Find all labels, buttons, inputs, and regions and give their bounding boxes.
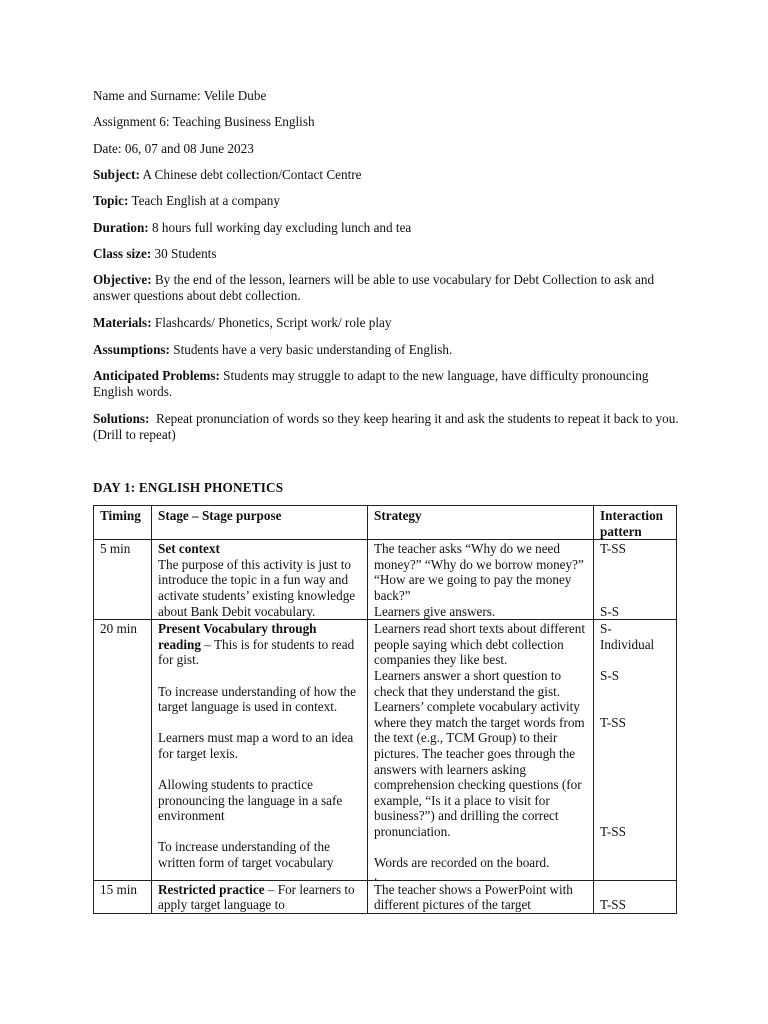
assumptions-label: Assumptions: <box>93 342 170 357</box>
col-header-stage: Stage – Stage purpose <box>152 506 368 540</box>
subject-label: Subject: <box>93 167 140 182</box>
problems-label: Anticipated Problems: <box>93 368 220 383</box>
row3-strategy <box>368 880 594 913</box>
table-row <box>94 620 677 881</box>
row2-stage-4: Allowing students to practice pronouncing the language in a safe environment <box>158 777 343 824</box>
row2-inter-1: S- Individual <box>600 621 655 652</box>
row2-strategy <box>368 620 594 881</box>
row1-strategy <box>368 540 594 620</box>
materials-label: Materials: <box>93 315 152 330</box>
topic-field <box>93 193 683 209</box>
row2-stage-2: To increase understanding of how the target language is used in context. <box>158 683 356 715</box>
row3-inter-1: T-SS <box>600 897 626 913</box>
name-line: Name and Surname: Velile Dube <box>93 88 267 103</box>
row3-timing: 15 min <box>94 880 152 913</box>
row2-strategy-2: Learners answer a short question to check that they understand the gist. <box>374 667 562 699</box>
row2-strategy-1: Learners read short texts about different people saying which debt collection companies they like best. <box>374 621 586 668</box>
objective-field <box>93 272 683 303</box>
row2-strategy-5: . <box>374 867 378 883</box>
row2-stage <box>152 620 368 881</box>
table-row <box>94 880 677 913</box>
row1-inter-2: S-S <box>600 603 620 619</box>
row3-strategy-1: The teacher shows a PowerPoint with different pictures of the target <box>374 881 573 913</box>
solutions-label: Solutions: <box>93 411 150 426</box>
solutions-value: Repeat pronunciation of words so they keep hearing it and ask the students to repeat it back to you. (Drill to repeat) <box>93 411 679 442</box>
objective-value: By the end of the lesson, learners will be able to use vocabulary for Debt Collection to ask and answer questions about debt collection. <box>93 272 655 303</box>
row2-inter-2: S-S <box>600 667 620 683</box>
row2-stage-3: Learners must map a word to an idea for target lexis. <box>158 730 354 761</box>
row2-timing: 20 min <box>94 620 152 881</box>
duration-label: Duration: <box>93 220 149 235</box>
col-header-timing: Timing <box>94 506 152 540</box>
row2-strategy-4: Words are recorded on the board. <box>374 855 550 871</box>
solutions-field <box>93 411 683 442</box>
problems-field <box>93 368 683 399</box>
row2-stage-5: To increase understanding of the written form of target vocabulary <box>158 839 334 871</box>
materials-field <box>93 315 683 331</box>
lesson-plan-table <box>93 505 677 914</box>
row3-interaction <box>594 880 677 913</box>
topic-label: Topic: <box>93 193 129 208</box>
duration-field <box>93 220 683 236</box>
day1-heading: DAY 1: ENGLISH PHONETICS <box>93 480 284 495</box>
assignment-line: Assignment 6: Teaching Business English <box>93 114 315 129</box>
duration-value: 8 hours full working day excluding lunch and tea <box>151 220 412 235</box>
subject-field <box>93 167 683 183</box>
row3-stage-rest: – For learners to apply target language to <box>158 881 355 913</box>
row1-timing: 5 min <box>94 540 152 620</box>
row2-inter-4: T-SS <box>600 823 626 839</box>
col-header-interaction: Interaction pattern <box>594 506 677 540</box>
table-header-row <box>94 506 677 540</box>
objective-label: Objective: <box>93 272 152 287</box>
row1-interaction <box>594 540 677 620</box>
class-size-field <box>93 246 683 262</box>
topic-value: Teach English at a company <box>131 193 280 208</box>
row2-stage-title-rest: – This is for students to read for gist. <box>158 636 355 668</box>
row2-inter-3: T-SS <box>600 714 626 730</box>
row1-inter-1: T-SS <box>600 541 626 557</box>
row2-interaction <box>594 620 677 881</box>
row2-strategy-3: Learners’ complete vocabulary activity where they match the target words from the text (e.g., TCM Group) to their pictures. The teacher goes through the answers with learners asking comprehension checking questions (for example, “Is it a place to visit for business?”) and drilling the correct pronunciation. <box>374 699 585 839</box>
row1-strategy-2: Learners give answers. <box>374 603 496 619</box>
materials-value: Flashcards/ Phonetics, Script work/ role play <box>154 315 392 330</box>
class-size-value: 30 Students <box>154 246 217 261</box>
date-line: Date: 06, 07 and 08 June 2023 <box>93 141 254 156</box>
row3-stage-title: Restricted practice <box>158 881 265 897</box>
row1-strategy-1: The teacher asks “Why do we need money?” “Why do we borrow money?” “How are we going to pay the money back?” <box>374 541 584 603</box>
col-header-strategy: Strategy <box>368 506 594 540</box>
row2-stage-title: Present Vocabulary through reading <box>158 621 317 652</box>
table-row <box>94 540 677 620</box>
subject-value: A Chinese debt collection/Contact Centre <box>142 167 362 182</box>
row1-stage-title: Set context <box>158 541 220 557</box>
assumptions-value: Students have a very basic understanding of English. <box>173 342 453 357</box>
row1-stage-text: The purpose of this activity is just to introduce the topic in a fun way and activate students’ existing knowledge about Bank Debit vocabulary. <box>158 556 356 619</box>
row3-stage <box>152 880 368 913</box>
row2-stage-1 <box>158 621 362 668</box>
class-size-label: Class size: <box>93 246 152 261</box>
row1-stage <box>152 540 368 620</box>
problems-value: Students may struggle to adapt to the new language, have difficulty pronouncing English words. <box>93 368 649 399</box>
row3-stage-1 <box>158 882 362 913</box>
assumptions-field <box>93 342 683 358</box>
